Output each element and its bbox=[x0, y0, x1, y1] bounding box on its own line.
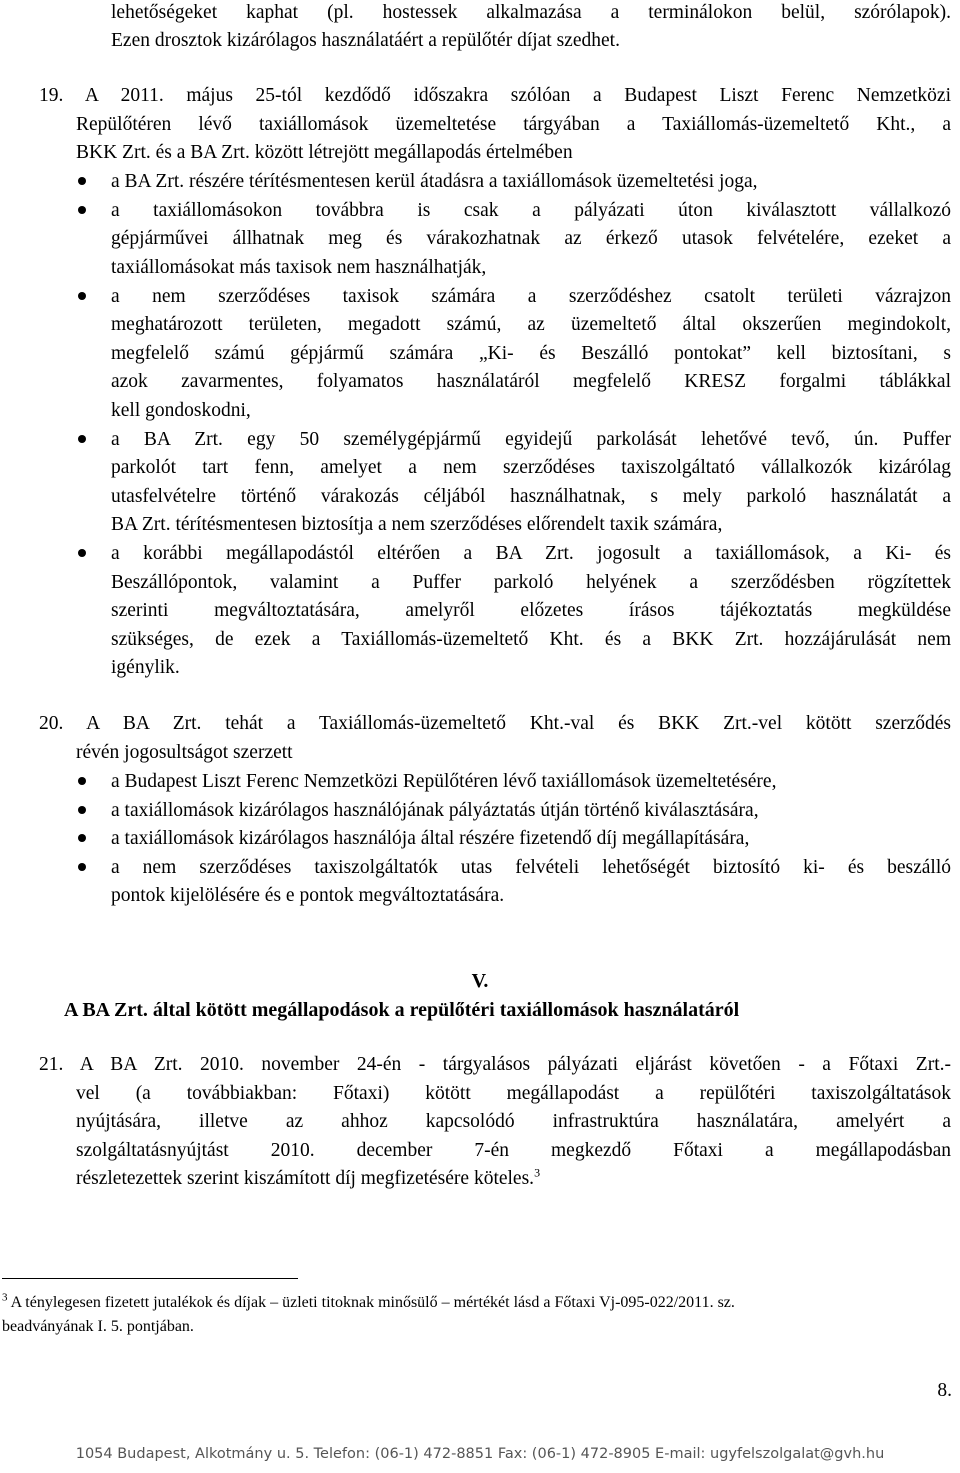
bullet-line: pontok kijelölésére és e pontok megváltoztatására. bbox=[111, 885, 505, 906]
paragraph-20-line: 20. A BA Zrt. tehát a Taxiállomás-üzemeltető Kht.-val és BKK Zrt.-vel kötött szerződés bbox=[39, 713, 951, 734]
bullet-line: a taxiállomások kizárólagos használójának pályáztatás útján történő kiválasztására, bbox=[111, 800, 759, 821]
footnote-reference: 3 bbox=[534, 1165, 541, 1180]
contact-footer: 1054 Budapest, Alkotmány u. 5. Telefon: (06-1) 472-8851 Fax: (06-1) 472-8905 E-mail: ugyfelszolgalat@gvh.hu bbox=[75, 1446, 885, 1462]
section-number: V. bbox=[471, 970, 489, 992]
bullet-line: szerinti megváltoztatására, amelyről előzetes írásos tájékoztatás megküldése bbox=[111, 600, 951, 621]
text-line: lehetőségeket kaphat (pl. hostessek alkalmazása a terminálokon belül, szórólapok). bbox=[111, 2, 951, 23]
bullet-line: taxiállomásokat más taxisok nem használhatják, bbox=[111, 257, 487, 278]
section-title: A BA Zrt. által kötött megállapodások a repülőtéri taxiállomások használatáról bbox=[64, 999, 740, 1021]
bullet-line: utasfelvételre történő várakozás céljából használhatnak, s mely parkoló használatát a bbox=[111, 486, 951, 507]
paragraph-19-line: 19. A 2011. május 25-tól kezdődő időszakra szólóan a Budapest Liszt Ferenc Nemzetközi bbox=[39, 85, 951, 106]
bullet-line: a taxiállomásokon továbbra is csak a pályázati úton kiválasztott vállalkozó bbox=[111, 200, 951, 221]
bullet-line: szükséges, de ezek a Taxiállomás-üzemeltető Kht. és a BKK Zrt. hozzájárulását nem bbox=[111, 629, 951, 650]
bullet-line: gépjárművei állhatnak meg és várakozhatnak az érkező utasok felvételére, ezeket a bbox=[111, 228, 951, 249]
footnote-line: beadványának I. 5. pontjában. bbox=[2, 1318, 194, 1335]
page-number: 8. bbox=[937, 1380, 952, 1401]
bullet-line: a taxiállomások kizárólagos használója által részére fizetendő díj megállapítására, bbox=[111, 828, 750, 849]
bullet-icon bbox=[78, 435, 86, 443]
paragraph-21-line bbox=[76, 1166, 540, 1192]
bullet-line: megfelelő számú gépjármű számára „Ki- és Beszálló pontokat” kell biztosítani, s bbox=[111, 343, 951, 364]
bullet-line: BA Zrt. térítésmentesen biztosítja a nem szerződéses előrendelt taxik számára, bbox=[111, 514, 723, 535]
text-line: Ezen drosztok kizárólagos használatáért a repülőtér díjat szedhet. bbox=[111, 30, 620, 51]
bullet-icon bbox=[78, 549, 86, 557]
bullet-line: a BA Zrt. részére térítésmentesen kerül átadásra a taxiállomások üzemeltetési joga, bbox=[111, 171, 758, 192]
bullet-icon bbox=[78, 863, 86, 871]
bullet-icon bbox=[78, 834, 86, 842]
bullet-line: igénylik. bbox=[111, 657, 180, 678]
bullet-line: azok zavarmentes, folyamatos használatáról megfelelő KRESZ forgalmi táblákkal bbox=[111, 371, 951, 392]
bullet-line: meghatározott területen, megadott számú, az üzemeltető által okszerűen megindokolt, bbox=[111, 314, 951, 335]
bullet-line: a Budapest Liszt Ferenc Nemzetközi Repülőtéren lévő taxiállomások üzemeltetésére, bbox=[111, 771, 777, 792]
bullet-line: a korábbi megállapodástól eltérően a BA Zrt. jogosult a taxiállomások, a Ki- és bbox=[111, 543, 951, 564]
bullet-icon bbox=[78, 806, 86, 814]
paragraph-21-text: részletezettek szerint kiszámított díj megfizetésére köteles. bbox=[76, 1168, 535, 1189]
bullet-line: kell gondoskodni, bbox=[111, 400, 251, 421]
footnote-text: A ténylegesen fizetett jutalékok és díjak – üzleti titoknak minősülő – mértékét lásd a Főtaxi Vj-095-022/2011. sz. bbox=[7, 1294, 735, 1311]
paragraph-19-line: Repülőtéren lévő taxiállomások üzemeltetése tárgyában a Taxiállomás-üzemeltető Kht., a bbox=[76, 114, 951, 135]
paragraph-21-line: nyújtására, illetve az ahhoz kapcsolódó infrastruktúra használatára, amelyért a bbox=[76, 1111, 951, 1132]
footnote-line bbox=[2, 1292, 735, 1314]
paragraph-21-line: vel (a továbbiakban: Főtaxi) kötött megállapodást a repülőtéri taxiszolgáltatások bbox=[76, 1083, 951, 1104]
bullet-line: a BA Zrt. egy 50 személygépjármű egyidejű parkolását lehetővé tevő, ún. Puffer bbox=[111, 429, 951, 450]
footnote-separator bbox=[2, 1278, 298, 1279]
bullet-line: a nem szerződéses taxiszolgáltatók utas felvételi lehetőségét biztosító ki- és beszálló bbox=[111, 857, 951, 878]
paragraph-19-line: BKK Zrt. és a BA Zrt. között létrejött megállapodás értelmében bbox=[76, 142, 573, 163]
footnote-mark: 3 bbox=[2, 1291, 8, 1304]
paragraph-21-line: szolgáltatásnyújtást 2010. december 7-én megkezdő Főtaxi a megállapodásban bbox=[76, 1140, 951, 1161]
bullet-icon bbox=[78, 206, 86, 214]
bullet-line: a nem szerződéses taxisok számára a szerződéshez csatolt területi vázrajzon bbox=[111, 286, 951, 307]
bullet-line: parkolót tart fenn, amelyet a nem szerződéses taxiszolgáltató vállalkozók kizárólag bbox=[111, 457, 951, 478]
bullet-line: Beszállópontok, valamint a Puffer parkoló helyének a szerződésben rögzítettek bbox=[111, 572, 951, 593]
paragraph-20-line: révén jogosultságot szerzett bbox=[76, 742, 293, 763]
bullet-icon bbox=[78, 177, 86, 185]
paragraph-21-line: 21. A BA Zrt. 2010. november 24-én - tárgyalásos pályázati eljárást követően - a Főtaxi Zrt.- bbox=[39, 1054, 951, 1075]
bullet-icon bbox=[78, 777, 86, 785]
bullet-icon bbox=[78, 292, 86, 300]
